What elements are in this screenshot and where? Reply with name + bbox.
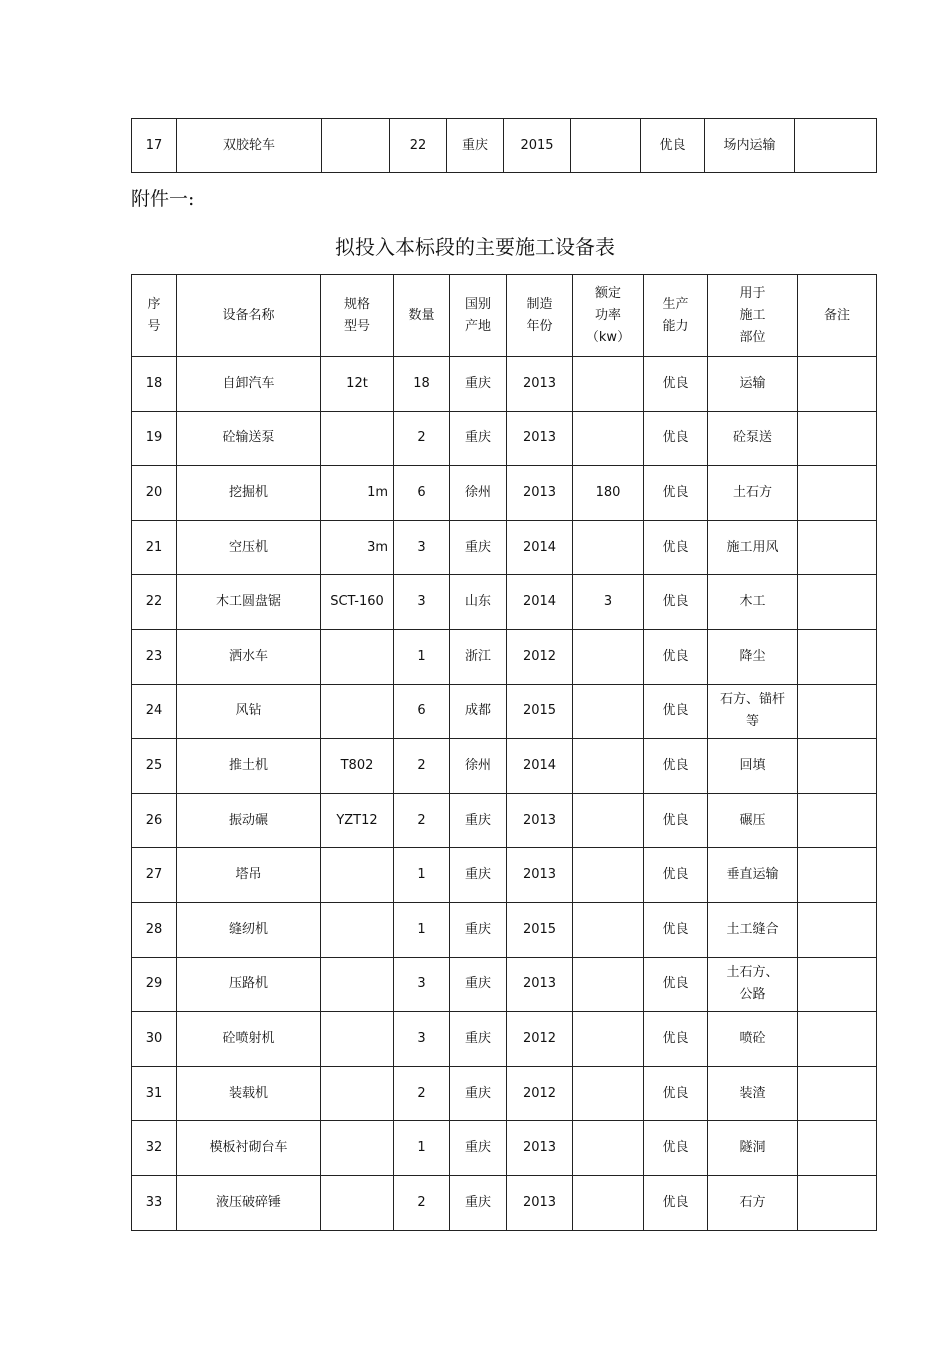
header-name: 设备名称	[177, 275, 321, 357]
table-row	[132, 629, 877, 684]
header-spec: 规格 型号	[321, 275, 394, 357]
cell-capacity: 优良	[644, 575, 708, 630]
cell-origin: 重庆	[450, 902, 507, 957]
cell-origin: 重庆	[450, 520, 507, 575]
table-row	[132, 1121, 877, 1176]
cell-use: 土石方、 公路	[708, 957, 798, 1012]
cell-remark	[798, 466, 877, 521]
cell-spec: T802	[321, 739, 394, 794]
cell-qty: 1	[394, 1121, 450, 1176]
cell-name: 缝纫机	[177, 902, 321, 957]
attachment-label: 附件一:	[131, 188, 195, 210]
cell-capacity: 优良	[644, 411, 708, 466]
cell-remark	[798, 684, 877, 739]
header-origin: 国别 产地	[450, 275, 507, 357]
table-row	[132, 575, 877, 630]
cell-origin: 重庆	[450, 1066, 507, 1121]
cell-name: 木工圆盘锯	[177, 575, 321, 630]
cell-no: 32	[132, 1121, 177, 1176]
cell-capacity: 优良	[644, 793, 708, 848]
cell-qty: 1	[394, 629, 450, 684]
cell-power	[571, 119, 641, 173]
cell-power	[573, 848, 644, 903]
cell-qty: 3	[394, 957, 450, 1012]
cell-qty: 6	[394, 684, 450, 739]
cell-year: 2012	[507, 1066, 573, 1121]
header-capacity: 生产 能力	[644, 275, 708, 357]
cell-qty: 3	[394, 575, 450, 630]
cell-capacity: 优良	[644, 902, 708, 957]
cell-no: 33	[132, 1175, 177, 1230]
cell-no: 28	[132, 902, 177, 957]
cell-origin: 徐州	[450, 739, 507, 794]
cell-spec	[321, 848, 394, 903]
cell-origin: 重庆	[450, 1121, 507, 1176]
cell-capacity: 优良	[644, 520, 708, 575]
cell-origin: 重庆	[450, 1175, 507, 1230]
cell-remark	[798, 520, 877, 575]
cell-no: 30	[132, 1012, 177, 1067]
cell-spec	[321, 957, 394, 1012]
header-power: 额定 功率 （kw）	[573, 275, 644, 357]
cell-qty: 2	[394, 1066, 450, 1121]
cell-qty: 3	[394, 520, 450, 575]
cell-no: 26	[132, 793, 177, 848]
cell-name: 双胶轮车	[177, 119, 322, 173]
cell-remark	[798, 957, 877, 1012]
cell-use: 回填	[708, 739, 798, 794]
cell-name: 塔吊	[177, 848, 321, 903]
cell-power	[573, 1066, 644, 1121]
table-row	[132, 411, 877, 466]
cell-capacity: 优良	[644, 1121, 708, 1176]
cell-qty: 22	[390, 119, 447, 173]
header-use: 用于 施工 部位	[708, 275, 798, 357]
cell-use: 木工	[708, 575, 798, 630]
cell-remark	[798, 411, 877, 466]
cell-qty: 2	[394, 793, 450, 848]
cell-name: 风钻	[177, 684, 321, 739]
cell-qty: 2	[394, 739, 450, 794]
cell-use: 砼泵送	[708, 411, 798, 466]
cell-power: 180	[573, 466, 644, 521]
cell-no: 31	[132, 1066, 177, 1121]
cell-year: 2014	[507, 575, 573, 630]
cell-no: 23	[132, 629, 177, 684]
cell-qty: 3	[394, 1012, 450, 1067]
cell-remark	[798, 739, 877, 794]
cell-use: 隧洞	[708, 1121, 798, 1176]
cell-year: 2013	[507, 957, 573, 1012]
cell-power	[573, 1121, 644, 1176]
cell-use: 降尘	[708, 629, 798, 684]
cell-no: 22	[132, 575, 177, 630]
cell-spec	[321, 1121, 394, 1176]
table-row	[132, 957, 877, 1012]
cell-use: 碾压	[708, 793, 798, 848]
header-year: 制造 年份	[507, 275, 573, 357]
cell-spec	[321, 411, 394, 466]
cell-name: 自卸汽车	[177, 357, 321, 412]
table-row	[132, 1066, 877, 1121]
table-row	[132, 684, 877, 739]
cell-remark	[798, 1175, 877, 1230]
cell-capacity: 优良	[644, 848, 708, 903]
cell-capacity: 优良	[644, 1175, 708, 1230]
cell-name: 推土机	[177, 739, 321, 794]
table-row	[132, 793, 877, 848]
cell-year: 2014	[507, 739, 573, 794]
cell-qty: 6	[394, 466, 450, 521]
cell-spec: YZT12	[321, 793, 394, 848]
table-row	[132, 520, 877, 575]
cell-use: 施工用风	[708, 520, 798, 575]
table-row	[132, 119, 877, 173]
cell-remark	[798, 575, 877, 630]
cell-remark	[798, 1066, 877, 1121]
cell-capacity: 优良	[644, 684, 708, 739]
cell-capacity: 优良	[644, 1066, 708, 1121]
cell-spec: 3m	[321, 520, 394, 575]
table-row	[132, 466, 877, 521]
cell-origin: 重庆	[450, 357, 507, 412]
cell-no: 18	[132, 357, 177, 412]
cell-year: 2013	[507, 357, 573, 412]
table-row	[132, 357, 877, 412]
cell-power	[573, 411, 644, 466]
header-remark: 备注	[798, 275, 877, 357]
cell-capacity: 优良	[644, 957, 708, 1012]
cell-use: 装渣	[708, 1066, 798, 1121]
cell-use: 喷砼	[708, 1012, 798, 1067]
cell-use: 石方	[708, 1175, 798, 1230]
cell-remark	[798, 1121, 877, 1176]
cell-spec: 1m	[321, 466, 394, 521]
cell-power	[573, 629, 644, 684]
cell-remark	[798, 848, 877, 903]
cell-use: 垂直运输	[708, 848, 798, 903]
cell-use: 场内运输	[705, 119, 795, 173]
cell-year: 2013	[507, 411, 573, 466]
cell-name: 砼输送泵	[177, 411, 321, 466]
cell-year: 2013	[507, 1175, 573, 1230]
cell-power	[573, 739, 644, 794]
cell-capacity: 优良	[644, 466, 708, 521]
cell-year: 2012	[507, 1012, 573, 1067]
header-qty: 数量	[394, 275, 450, 357]
cell-origin: 重庆	[450, 1012, 507, 1067]
cell-no: 27	[132, 848, 177, 903]
cell-remark	[798, 357, 877, 412]
cell-power: 3	[573, 575, 644, 630]
cell-power	[573, 520, 644, 575]
cell-no: 19	[132, 411, 177, 466]
cell-origin: 徐州	[450, 466, 507, 521]
cell-year: 2012	[507, 629, 573, 684]
cell-name: 模板衬砌台车	[177, 1121, 321, 1176]
cell-remark	[798, 902, 877, 957]
cell-capacity: 优良	[644, 357, 708, 412]
table-row	[132, 848, 877, 903]
cell-year: 2015	[507, 902, 573, 957]
table-row	[132, 902, 877, 957]
cell-remark	[798, 793, 877, 848]
cell-year: 2014	[507, 520, 573, 575]
cell-power	[573, 902, 644, 957]
cell-remark	[795, 119, 877, 173]
cell-power	[573, 957, 644, 1012]
cell-year: 2013	[507, 1121, 573, 1176]
cell-no: 20	[132, 466, 177, 521]
cell-origin: 浙江	[450, 629, 507, 684]
cell-qty: 1	[394, 902, 450, 957]
cell-spec	[321, 1012, 394, 1067]
cell-qty: 2	[394, 411, 450, 466]
cell-spec	[321, 1066, 394, 1121]
cell-spec	[322, 119, 390, 173]
continuation-table	[131, 118, 877, 173]
cell-origin: 重庆	[450, 848, 507, 903]
cell-power	[573, 357, 644, 412]
cell-power	[573, 793, 644, 848]
table-row	[132, 739, 877, 794]
equipment-table	[131, 274, 877, 1231]
cell-power	[573, 684, 644, 739]
cell-no: 17	[132, 119, 177, 173]
cell-power	[573, 1012, 644, 1067]
table-header-row	[132, 275, 877, 357]
cell-year: 2013	[507, 466, 573, 521]
cell-name: 挖掘机	[177, 466, 321, 521]
table-row	[132, 1012, 877, 1067]
cell-spec: SCT-160	[321, 575, 394, 630]
cell-spec	[321, 902, 394, 957]
cell-no: 29	[132, 957, 177, 1012]
cell-spec	[321, 1175, 394, 1230]
cell-spec	[321, 629, 394, 684]
cell-origin: 重庆	[450, 411, 507, 466]
cell-name: 砼喷射机	[177, 1012, 321, 1067]
cell-power	[573, 1175, 644, 1230]
cell-origin: 成都	[450, 684, 507, 739]
cell-remark	[798, 1012, 877, 1067]
cell-year: 2013	[507, 848, 573, 903]
cell-use: 土石方	[708, 466, 798, 521]
cell-qty: 18	[394, 357, 450, 412]
cell-origin: 重庆	[450, 957, 507, 1012]
cell-name: 压路机	[177, 957, 321, 1012]
cell-use: 土工缝合	[708, 902, 798, 957]
cell-no: 25	[132, 739, 177, 794]
cell-capacity: 优良	[644, 1012, 708, 1067]
cell-name: 洒水车	[177, 629, 321, 684]
cell-remark	[798, 629, 877, 684]
cell-spec	[321, 684, 394, 739]
cell-origin: 重庆	[447, 119, 504, 173]
cell-use: 石方、锚杆 等	[708, 684, 798, 739]
cell-spec: 12t	[321, 357, 394, 412]
page-title: 拟投入本标段的主要施工设备表	[335, 235, 615, 259]
cell-name: 装载机	[177, 1066, 321, 1121]
cell-capacity: 优良	[641, 119, 705, 173]
cell-year: 2015	[504, 119, 571, 173]
cell-qty: 1	[394, 848, 450, 903]
cell-name: 空压机	[177, 520, 321, 575]
cell-no: 21	[132, 520, 177, 575]
table-row	[132, 1175, 877, 1230]
cell-qty: 2	[394, 1175, 450, 1230]
cell-origin: 山东	[450, 575, 507, 630]
cell-capacity: 优良	[644, 629, 708, 684]
cell-capacity: 优良	[644, 739, 708, 794]
cell-year: 2015	[507, 684, 573, 739]
cell-name: 液压破碎锤	[177, 1175, 321, 1230]
cell-use: 运输	[708, 357, 798, 412]
cell-no: 24	[132, 684, 177, 739]
cell-name: 振动碾	[177, 793, 321, 848]
cell-year: 2013	[507, 793, 573, 848]
cell-origin: 重庆	[450, 793, 507, 848]
header-no: 序 号	[132, 275, 177, 357]
